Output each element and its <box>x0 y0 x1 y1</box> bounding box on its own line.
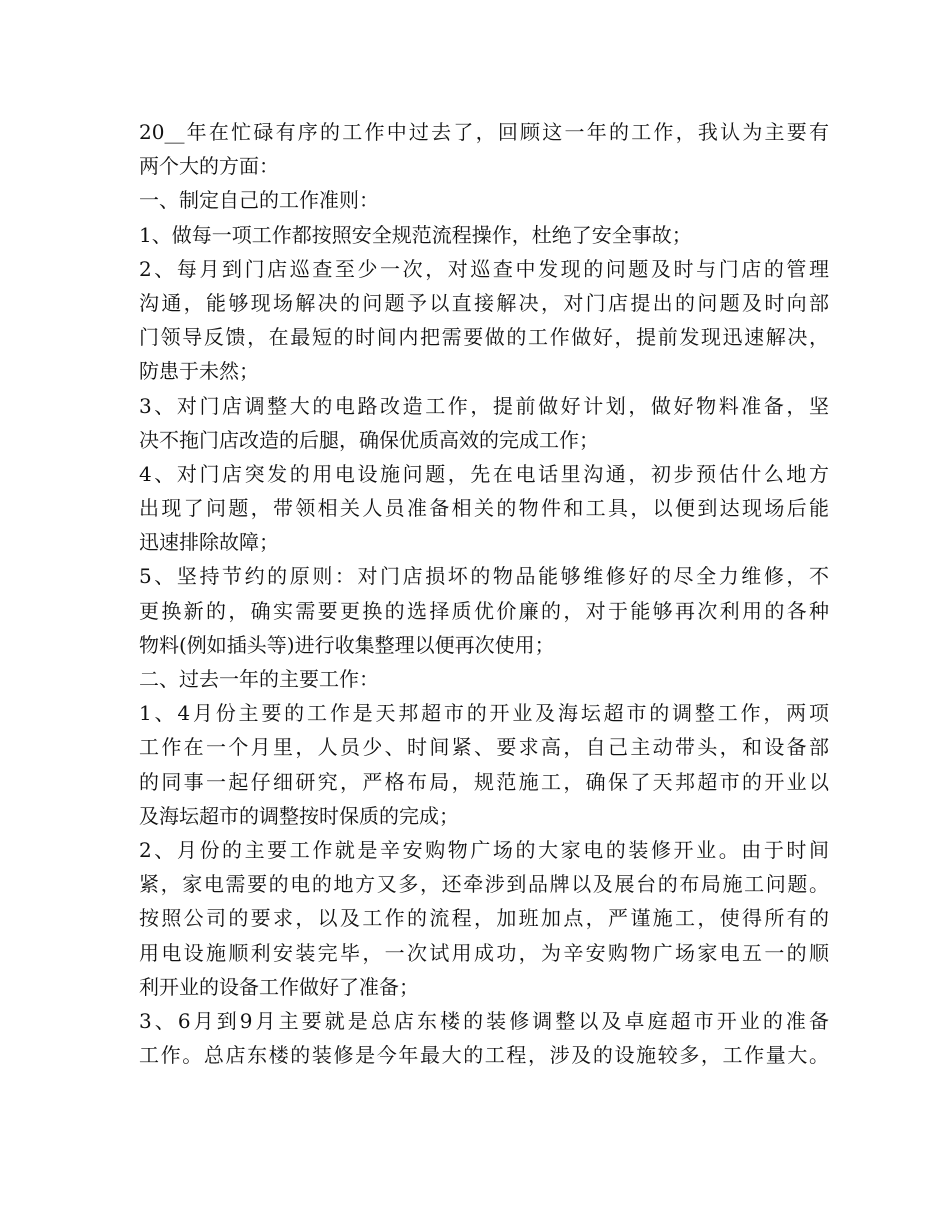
text-line: 决不拖门店改造的后腿，确保优质高效的完成工作； <box>139 427 599 452</box>
text-line: 出现了问题，带领相关人员准备相关的物件和工具，以便到达现场后能 <box>139 496 829 521</box>
text-line: 两个大的方面： <box>139 154 279 179</box>
text-line: 3、6月到9月主要就是总店东楼的装修调整以及卓庭超市开业的准备 <box>139 1008 829 1033</box>
text-line: 利开业的设备工作做好了准备； <box>139 974 419 999</box>
text-line: 1、4月份主要的工作是天邦超市的开业及海坛超市的调整工作，两项 <box>139 701 829 726</box>
text-line: 沟通，能够现场解决的问题予以直接解决，对门店提出的问题及时向部 <box>139 290 829 315</box>
text-line: 按照公司的要求，以及工作的流程，加班加点，严谨施工，使得所有的 <box>139 906 829 931</box>
document-body <box>139 115 829 1072</box>
text-line: 工作。总店东楼的装修是今年最大的工程，涉及的设施较多，工作量大。 <box>139 1043 829 1068</box>
text-line: 1、做每一项工作都按照安全规范流程操作，杜绝了安全事故； <box>139 222 692 247</box>
text-line: 迅速排除故障； <box>139 530 279 555</box>
section-heading: 一、制定自己的工作准则： <box>139 188 379 213</box>
text-line: 3、对门店调整大的电路改造工作，提前做好计划，做好物料准备，坚 <box>139 393 829 418</box>
text-line: 2、月份的主要工作就是辛安购物广场的大家电的装修开业。由于时间 <box>139 837 829 862</box>
text-line: 门领导反馈，在最短的时间内把需要做的工作做好，提前发现迅速解决， <box>139 325 829 350</box>
text-line: 5、坚持节约的原则：对门店损坏的物品能够维修好的尽全力维修，不 <box>139 564 829 589</box>
text-line: 及海坛超市的调整按时保质的完成； <box>139 803 459 828</box>
text-line: 用电设施顺利安装完毕，一次试用成功，为辛安购物广场家电五一的顺 <box>139 940 829 965</box>
text-line: 紧，家电需要的电的地方又多，还牵涉到品牌以及展台的布局施工问题。 <box>139 872 829 897</box>
text-line: 20__年在忙碌有序的工作中过去了，回顾这一年的工作，我认为主要有 <box>139 120 829 144</box>
text-line: 工作在一个月里，人员少、时间紧、要求高，自己主动带头，和设备部 <box>139 735 829 760</box>
text-line: 防患于未然； <box>139 359 259 384</box>
text-line: 更换新的，确实需要更换的选择质优价廉的，对于能够再次利用的各种 <box>139 598 829 623</box>
text-line: 物料(例如插头等)进行收集整理以便再次使用； <box>139 632 555 657</box>
text-line: 的同事一起仔细研究，严格布局，规范施工，确保了天邦超市的开业以 <box>139 769 829 794</box>
text-line: 4、对门店突发的用电设施问题，先在电话里沟通，初步预估什么地方 <box>139 461 829 486</box>
text-line: 2、每月到门店巡查至少一次，对巡查中发现的问题及时与门店的管理 <box>139 256 829 281</box>
section-heading: 二、过去一年的主要工作： <box>139 667 379 691</box>
